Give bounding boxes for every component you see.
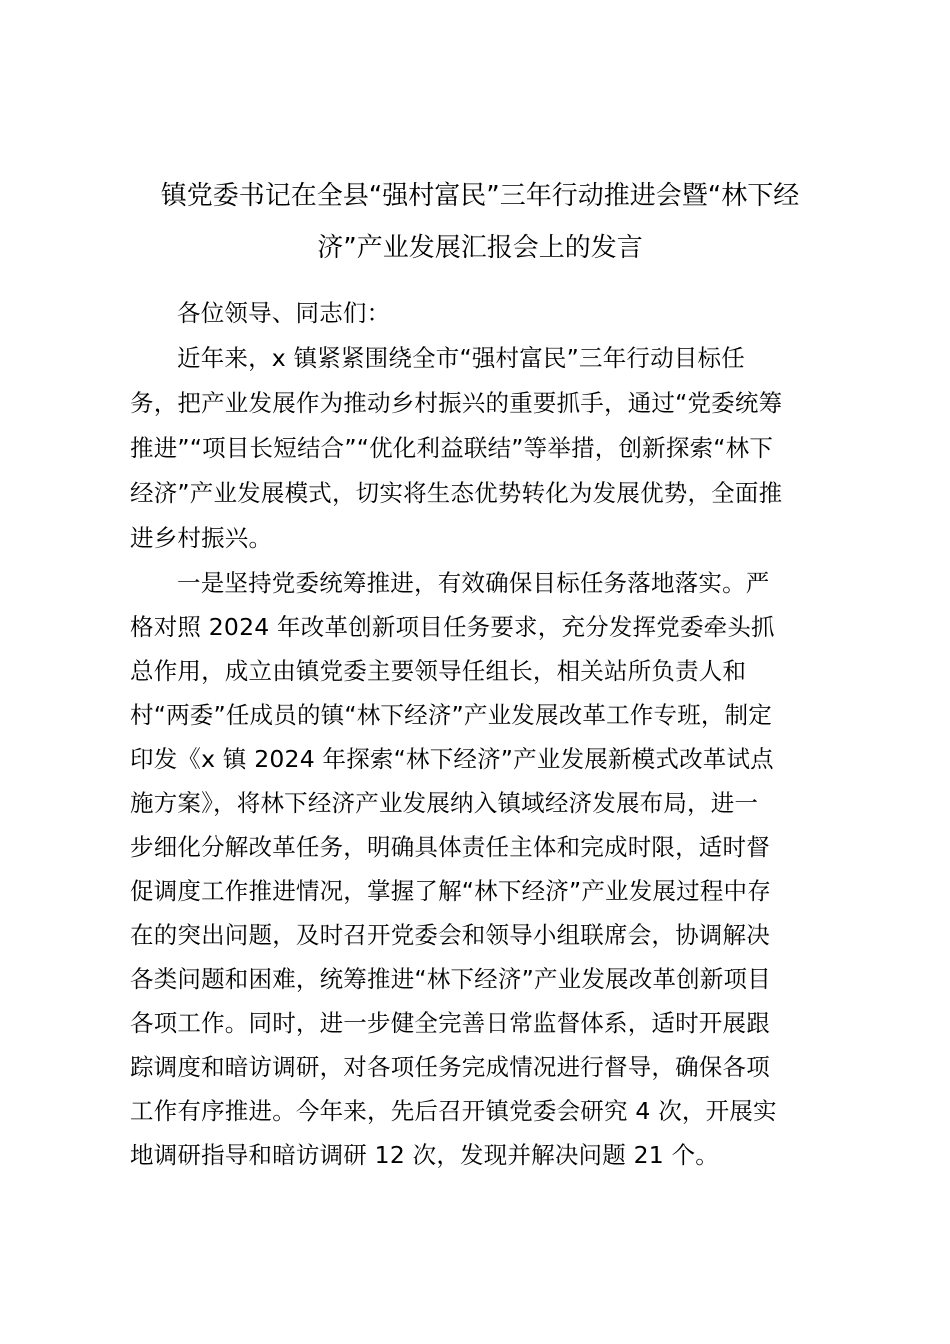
paragraph-2-line-7: 步细化分解改革任务，明确具体责任主体和完成时限，适时督 bbox=[130, 833, 770, 861]
paragraph-2-line-9: 在的突出问题，及时召开党委会和领导小组联席会，协调解决 bbox=[130, 921, 770, 949]
paragraph-1-line-1: 近年来，x 镇紧紧围绕全市“强村富民”三年行动目标任 bbox=[177, 344, 745, 372]
paragraph-1-line-5: 进乡村振兴。 bbox=[130, 524, 273, 552]
paragraph-2-line-5: 印发《x 镇 2024 年探索“林下经济”产业发展新模式改革试点 bbox=[130, 745, 774, 773]
paragraph-2-line-14: 地调研指导和暗访调研 12 次，发现并解决问题 21 个。 bbox=[130, 1141, 719, 1169]
paragraph-1-line-3: 推进”“项目长短结合”“优化利益联结”等举措，创新探索“林下 bbox=[130, 434, 774, 462]
paragraph-2-line-11: 各项工作。同时，进一步健全完善日常监督体系，适时开展跟 bbox=[130, 1009, 770, 1037]
paragraph-1-line-2: 务，把产业发展作为推动乡村振兴的重要抓手，通过“党委统筹 bbox=[130, 389, 783, 417]
paragraph-2-line-1: 一是坚持党委统筹推进，有效确保目标任务落地落实。严 bbox=[177, 569, 770, 597]
paragraph-2-line-10: 各类问题和困难，统筹推进“林下经济”产业发展改革创新项目 bbox=[130, 965, 771, 993]
paragraph-2-line-12: 踪调度和暗访调研，对各项任务完成情况进行督导，确保各项 bbox=[130, 1053, 770, 1081]
paragraph-2-line-8: 促调度工作推进情况，掌握了解“林下经济”产业发展过程中存 bbox=[130, 877, 771, 905]
paragraph-2-line-13: 工作有序推进。今年来，先后召开镇党委会研究 4 次，开展实 bbox=[130, 1097, 777, 1125]
paragraph-1-line-4: 经济”产业发展模式，切实将生态优势转化为发展优势，全面推 bbox=[130, 479, 783, 507]
document-title-line-2: 济”产业发展汇报会上的发言 bbox=[317, 233, 643, 263]
paragraph-2-line-4: 村“两委”任成员的镇“林下经济”产业发展改革工作专班，制定 bbox=[130, 701, 772, 729]
paragraph-2-line-6: 施方案》，将林下经济产业发展纳入镇域经济发展布局，进一 bbox=[130, 789, 759, 817]
document-title-line-1: 镇党委书记在全县“强村富民”三年行动推进会暨“林下经 bbox=[160, 181, 800, 211]
salutation: 各位领导、同志们： bbox=[177, 299, 391, 327]
paragraph-2-line-3: 总作用，成立由镇党委主要领导任组长，相关站所负责人和 bbox=[130, 657, 747, 685]
paragraph-2-line-2: 格对照 2024 年改革创新项目任务要求，充分发挥党委牵头抓 bbox=[130, 613, 775, 641]
